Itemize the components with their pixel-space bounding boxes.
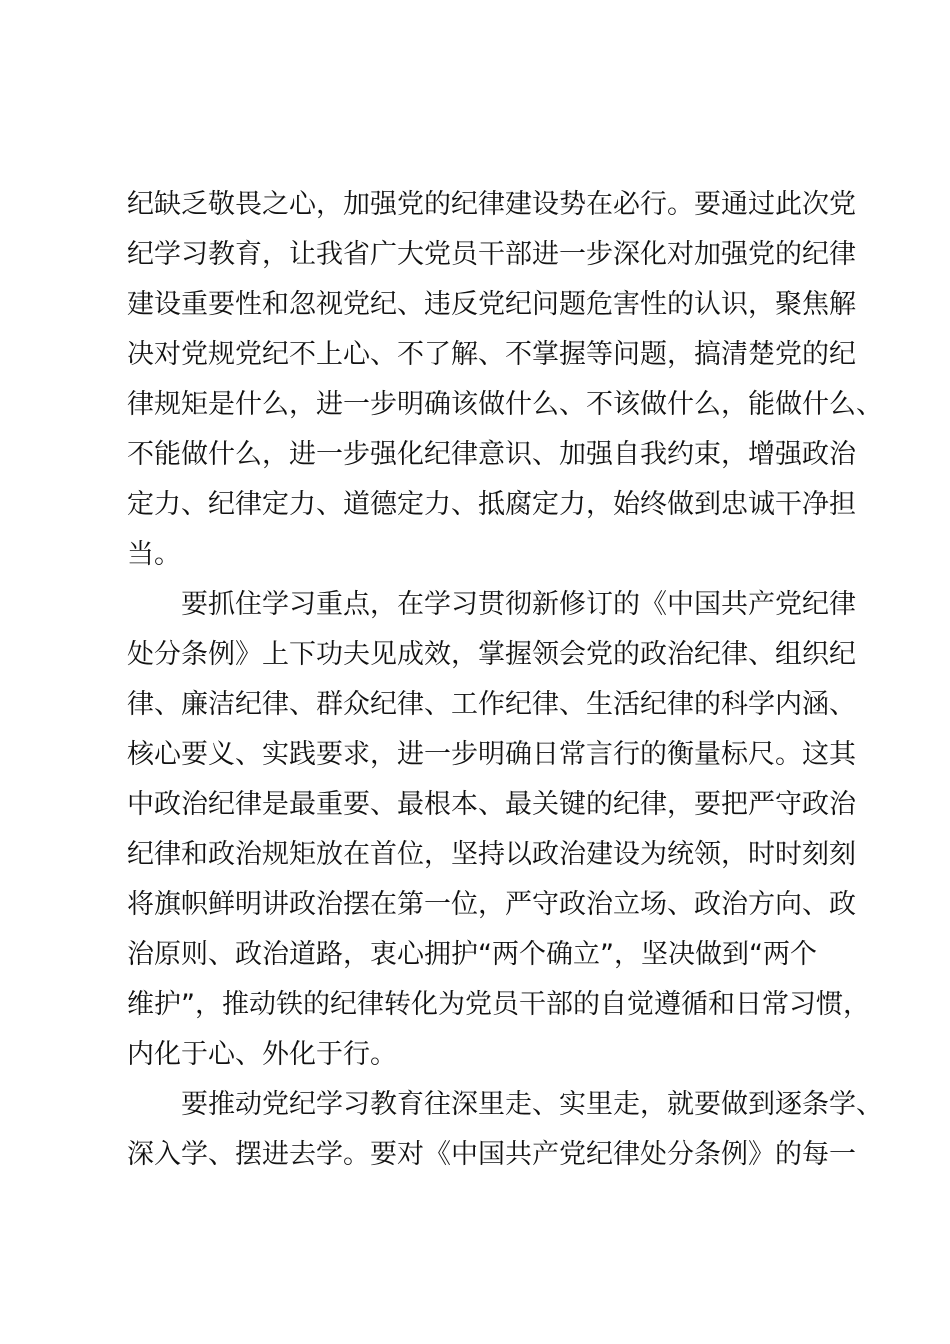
text-line: 中政治纪律是最重要、最根本、最关键的纪律，要把严守政治 bbox=[127, 789, 856, 820]
text-line: 治原则、政治道路，衷心拥护“两个确立”，坚决做到“两个 bbox=[127, 939, 817, 970]
text-line: 不能做什么，进一步强化纪律意识、加强自我约束，增强政治 bbox=[127, 439, 856, 470]
text-line: 要推动党纪学习教育往深里走、实里走，就要做到逐条学、 bbox=[127, 1089, 883, 1120]
text-line: 纪学习教育，让我省广大党员干部进一步深化对加强党的纪律 bbox=[127, 239, 856, 270]
text-line: 处分条例》上下功夫见成效，掌握领会党的政治纪律、组织纪 bbox=[127, 639, 856, 670]
text-line: 内化于心、外化于行。 bbox=[127, 1039, 397, 1070]
text-line: 将旗帜鲜明讲政治摆在第一位，严守政治立场、政治方向、政 bbox=[127, 889, 856, 920]
text-line: 当。 bbox=[127, 539, 181, 570]
text-line: 纪缺乏敬畏之心，加强党的纪律建设势在必行。要通过此次党 bbox=[127, 189, 856, 220]
text-line: 纪律和政治规矩放在首位，坚持以政治建设为统领，时时刻刻 bbox=[127, 839, 856, 870]
text-line: 核心要义、实践要求，进一步明确日常言行的衡量标尺。这其 bbox=[127, 739, 856, 770]
text-line: 建设重要性和忽视党纪、违反党纪问题危害性的认识，聚焦解 bbox=[127, 289, 856, 320]
text-line: 律规矩是什么，进一步明确该做什么、不该做什么，能做什么、 bbox=[127, 389, 883, 420]
text-line: 维护”，推动铁的纪律转化为党员干部的自觉遵循和日常习惯， bbox=[127, 989, 870, 1020]
text-line: 决对党规党纪不上心、不了解、不掌握等问题，搞清楚党的纪 bbox=[127, 339, 856, 370]
text-line: 定力、纪律定力、道德定力、抵腐定力，始终做到忠诚干净担 bbox=[127, 489, 856, 520]
text-line: 律、廉洁纪律、群众纪律、工作纪律、生活纪律的科学内涵、 bbox=[127, 689, 856, 720]
text-line: 要抓住学习重点，在学习贯彻新修订的《中国共产党纪律 bbox=[127, 589, 856, 620]
text-line: 深入学、摆进去学。要对《中国共产党纪律处分条例》的每一 bbox=[127, 1139, 856, 1170]
